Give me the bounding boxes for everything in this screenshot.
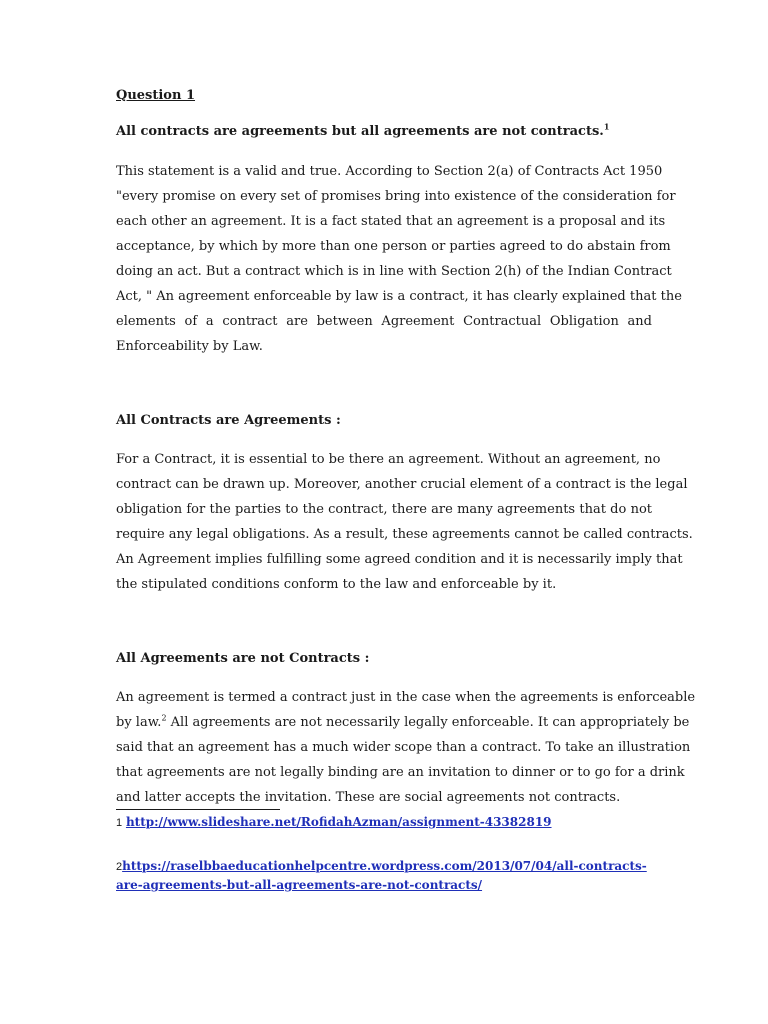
paragraph-2-line: contract can be drawn up. Moreover, another crucial element of a contract is the legal (116, 477, 688, 492)
paragraph-3-line: and latter accepts the invitation. These are social agreements not contracts. (116, 790, 621, 805)
paragraph-3-text: by law. (116, 715, 162, 730)
footnote-number: 2 (116, 861, 123, 873)
footnote-2-link-line-1: https://raselbbaeducationhelpcentre.wordpress.com/2013/07/04/all-contracts- (122, 859, 647, 873)
footnote-2-link-line-2: are-agreements-but-all-agreements-are-not-contracts/ (116, 878, 483, 892)
footnote-ref-1: 1 (603, 121, 610, 132)
paragraph-2-line: For a Contract, it is essential to be there an agreement. Without an agreement, no (116, 452, 661, 467)
paragraph-3-text: All agreements are not necessarily legally enforceable. It can appropriately be (166, 715, 690, 730)
section-heading-contracts-are-agreements: All Contracts are Agreements : (116, 413, 341, 428)
paragraph-2 (116, 447, 693, 597)
footnote-ref-2: 2 (161, 713, 167, 723)
paragraph-1 (116, 159, 682, 359)
footnote-1 (116, 813, 552, 832)
paragraph-1-line: "every promise on every set of promises bring into existence of the consideration for (116, 189, 676, 204)
footnote-number: 1 (116, 817, 123, 829)
paragraph-3-line: that agreements are not legally binding are an invitation to dinner or to go for a drink (116, 765, 685, 780)
paragraph-3 (116, 685, 696, 810)
paragraph-2-line: the stipulated conditions conform to the law and enforceable by it. (116, 577, 557, 592)
paragraph-1-line: Act, " An agreement enforceable by law is a contract, it has clearly explained that the (116, 289, 682, 304)
paragraph-1-line: each other an agreement. It is a fact stated that an agreement is a proposal and its (116, 214, 666, 229)
footnote-2-link[interactable] (116, 859, 647, 892)
paragraph-2-line: require any legal obligations. As a result, these agreements cannot be called contracts. (116, 527, 693, 542)
section-heading-agreements-not-contracts: All Agreements are not Contracts : (116, 651, 370, 666)
paragraph-1-line: acceptance, by which by more than one person or parties agreed to do abstain from (116, 239, 671, 254)
paragraph-3-line (116, 710, 690, 735)
paragraph-2-line: An Agreement implies fulfilling some agreed condition and it is necessarily imply that (116, 552, 683, 567)
paragraph-2-line: obligation for the parties to the contract, there are many agreements that do not (116, 502, 652, 517)
footnote-1-link[interactable]: http://www.slideshare.net/RofidahAzman/assignment-43382819 (125, 815, 552, 829)
footnote-separator (116, 809, 280, 810)
footnote-2 (116, 857, 656, 894)
main-heading (116, 122, 652, 142)
paragraph-3-line: An agreement is termed a contract just in the case when the agreements is enforceable (116, 690, 696, 705)
main-heading-text: All contracts are agreements but all agreements are not contracts. (116, 124, 604, 139)
question-heading: Question 1 (116, 88, 196, 103)
paragraph-1-line: elements of a contract are between Agreement Contractual Obligation and (116, 314, 652, 329)
paragraph-1-line: Enforceability by Law. (116, 339, 263, 354)
paragraph-1-line: doing an act. But a contract which is in line with Section 2(h) of the Indian Contract (116, 264, 672, 279)
paragraph-1-line: This statement is a valid and true. According to Section 2(a) of Contracts Act 1950 (116, 164, 663, 179)
paragraph-3-line: said that an agreement has a much wider scope than a contract. To take an illustration (116, 740, 691, 755)
